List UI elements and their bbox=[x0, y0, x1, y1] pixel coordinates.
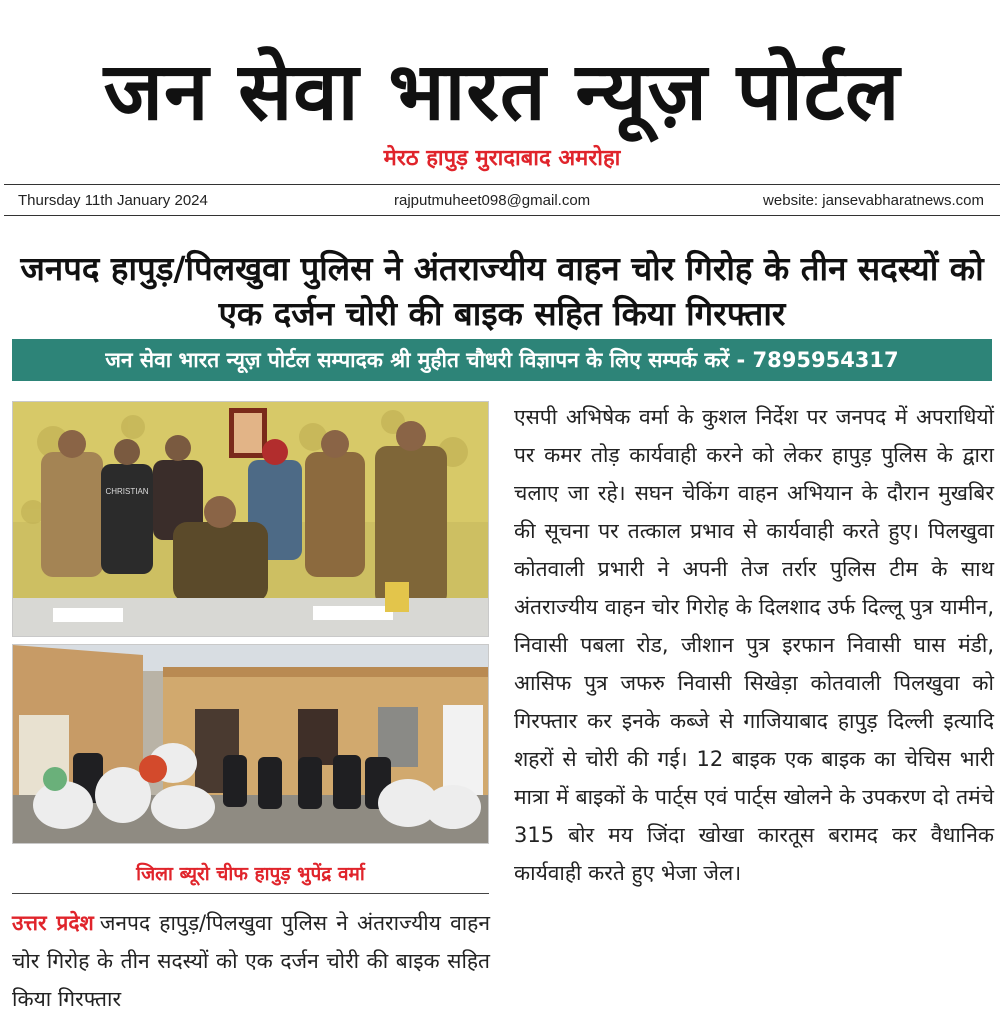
contact-email: rajputmuheet098@gmail.com bbox=[394, 192, 591, 209]
edition-cities: मेरठ हापुड़ मुरादाबाद अमरोहा bbox=[383, 146, 621, 171]
masthead bbox=[0, 0, 1004, 180]
article-headline: जनपद हापुड़/पिलखुवा पुलिस ने अंतराज्यीय वाहन चोर गिरोह के तीन सदस्यों को एक दर्जन चोरी की बाइक सहित किया गिरफ्तार bbox=[20, 249, 984, 333]
recovered-bikes-photo bbox=[12, 644, 489, 844]
photo-credit: जिला ब्यूरो चीफ हापुड़ भुपेंद्र वर्मा bbox=[136, 863, 365, 885]
article-lead bbox=[12, 904, 490, 1018]
info-bar bbox=[4, 184, 1000, 216]
publication-date: Thursday 11th January 2024 bbox=[18, 192, 208, 209]
newspaper-title: जन सेवा भारत न्यूज़ पोर्टल bbox=[103, 45, 901, 138]
article-body: एसपी अभिषेक वर्मा के कुशल निर्देश पर जनपद में अपराधियों पर कमर तोड़ कार्यवाही करने को लेकर हापुड़ पुलिस के द्वारा चलाए जा रहे। सघन चेकिंग वाहन अभियान के दौरान मुखबिर की सूचना पर तत्काल प्रभाव से कार्यवाही करते हुए। पिलखुवा कोतवाली प्रभारी ने अपनी तेज तर्रार पुलिस टीम के साथ अंतराज्यीय वाहन चोर गिरोह के दिलशाद उर्फ दिल्लू पुत्र यामीन, निवासी पबला रोड, जीशान पुत्र इरफान निवासी घास मंडी, आसिफ पुत्र जफरु निवासी सिखेड़ा कोतवाली पिलखुवा को गिरफ्तार कर इनके कब्जे से गाजियाबाद हापुड़ दिल्ली इत्यादि शहरों से चोरी की गई। 12 बाइक एक बाइक का चेचिस भारी मात्रा में बाइकों के पार्ट्स एवं पार्ट्स खोलने के उपकरण दो तमंचे 315 बोर मय जिंदा खोखा कारतूस बरामद कर वैधानिक कार्यवाही करते हुए भेजा जेल। bbox=[514, 405, 994, 885]
region-label: उत्तर प्रदेश bbox=[12, 911, 94, 935]
advertisement-banner: जन सेवा भारत न्यूज़ पोर्टल सम्पादक श्री मुहीत चौधरी विज्ञापन के लिए सम्पर्क करें - 7895954317 bbox=[12, 339, 992, 381]
police-group-photo bbox=[12, 401, 489, 637]
website-address: website: jansevabharatnews.com bbox=[763, 192, 984, 209]
lead-text: जनपद हापुड़/पिलखुवा पुलिस ने अंतराज्यीय वाहन चोर गिरोह के तीन सदस्यों को एक दर्जन चोरी की बाइक सहित किया गिरफ्तार bbox=[12, 911, 490, 1011]
shirt-text: CHRISTIAN bbox=[105, 487, 149, 496]
divider bbox=[12, 893, 489, 894]
